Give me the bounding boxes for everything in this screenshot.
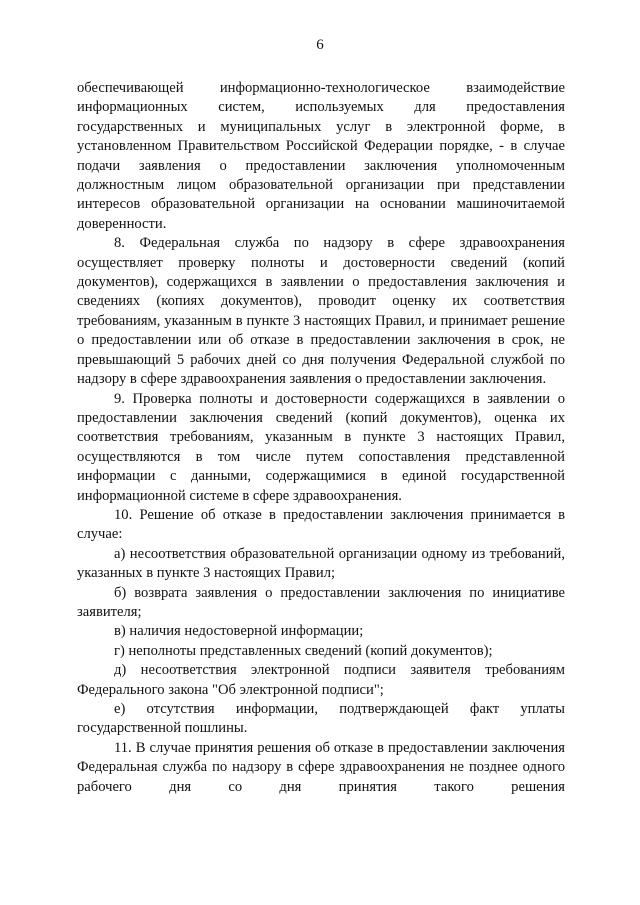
paragraph-item-10: 10. Решение об отказе в предоставлении заключения принимается в случае: (77, 506, 565, 543)
subitem-b: б) возврата заявления о предоставлении заключения по инициативе заявителя; (77, 584, 565, 620)
subitem-e: е) отсутствия информации, подтверждающей факт уплаты государственной пошлины. (77, 701, 565, 737)
subitem-v: в) наличия недостоверной информации; (114, 623, 364, 640)
page-body (77, 79, 565, 797)
paragraph-continuation: обеспечивающей информационно-технологическое взаимодействие информационных систем, используемых для предоставления государственных и муниципальных услуг в электронной форме, в установленном Правительством Российской Федерации порядке, - в случае подачи заявления о предоставлении заключения уполномоченным должностным лицом образовательной организации при представлении интересов образовательной организации на основании машиночитаемой доверенности. (77, 80, 565, 232)
subitem-d: д) несоответствия электронной подписи заявителя требованиям Федерального закона "Об электронной подписи"; (77, 662, 565, 698)
paragraph-item-11: 11. В случае принятия решения об отказе в предоставлении заключения Федеральная служба по надзору в сфере здравоохранения не позднее одного рабочего дня со дня принятия такого решения (77, 739, 565, 795)
paragraph-item-8: 8. Федеральная служба по надзору в сфере здравоохранения осуществляет проверку полноты и достоверности сведений (копий документов), содержащихся в заявлении о предоставления заключения и сведениях (копиях документов), проводит оценку их соответствия требованиям, указанным в пункте 3 настоящих Правил, и принимает решение о предоставлении или об отказе в предоставлении заключения в срок, не превышающий 5 рабочих дней со дня получения Федеральной службой по надзору в сфере здравоохранения заявления о предоставлении заключения. (77, 235, 565, 388)
page-number: 6 (316, 37, 324, 53)
subitem-a: а) несоответствия образовательной организации одному из требований, указанных в пункте 3 настоящих Правил; (77, 545, 565, 582)
subitem-g: г) неполноты представленных сведений (копий документов); (114, 642, 493, 659)
paragraph-item-9: 9. Проверка полноты и достоверности содержащихся в заявлении о предоставлении заключения сведений (копий документов), оценка их соответствия требованиям, указанным в пункте 3 настоящих Правил, осуществляются в том числе путем сопоставления представленной информации с данными, содержащимися в единой государственной информационной системе в сфере здравоохранения. (77, 390, 565, 504)
